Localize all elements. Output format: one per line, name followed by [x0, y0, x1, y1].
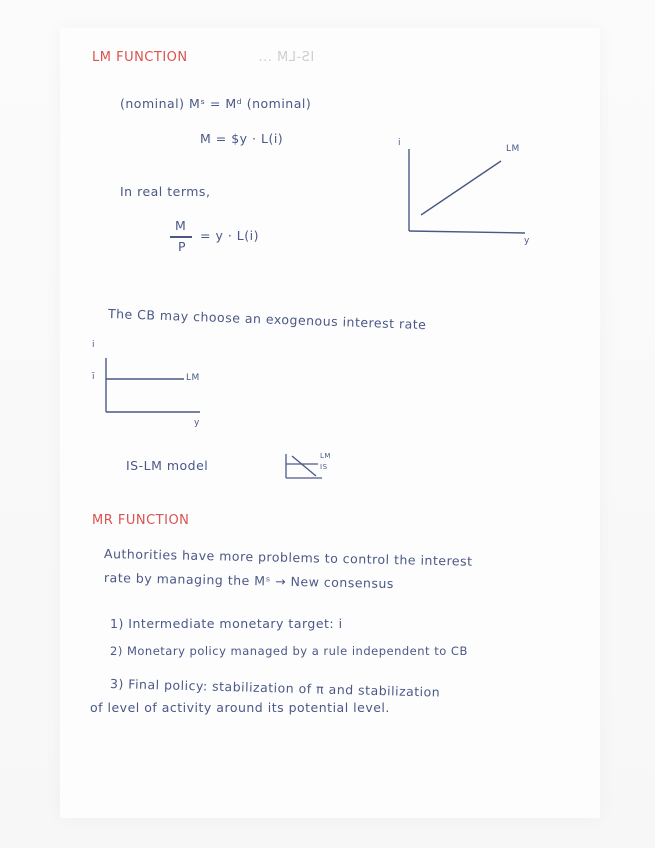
- graph2-curve-label: LM: [186, 373, 200, 383]
- lm-upward-graph: [395, 135, 555, 265]
- islm-lm-label: LM: [320, 452, 331, 460]
- mr-paragraph-line2: rate by managing the Mˢ → New consensus: [103, 570, 395, 592]
- mr-paragraph-line1: Authorities have more problems to control the interest: [103, 546, 473, 569]
- fraction-bar: [170, 236, 192, 238]
- islm-is-label: IS: [320, 463, 328, 471]
- cb-interest-note: The CB may choose an exogenous interest rate: [107, 306, 427, 333]
- mr-item-3-continued: of level of activity around its potential level.: [90, 700, 390, 715]
- real-terms-label: In real terms,: [120, 184, 211, 199]
- real-money-equation: = y · L(i): [200, 228, 259, 243]
- equilibrium-equation: (nominal) Mˢ = Mᵈ (nominal): [120, 96, 312, 111]
- islm-model-label: IS-LM model: [126, 458, 209, 473]
- graph1-y-axis-label: i: [398, 138, 402, 148]
- graph1-curve-label: LM: [506, 144, 520, 154]
- mr-function-title: MR FUNCTION: [92, 513, 190, 528]
- mr-item-1: 1) Intermediate monetary target: i: [110, 616, 343, 631]
- islm-mini-graph: [282, 450, 342, 482]
- money-demand-equation: M = $y · L(i): [200, 131, 284, 146]
- graph2-y-axis-label: i: [92, 340, 96, 350]
- mr-item-3: 3) Final policy: stabilization of π and stabilization: [109, 676, 441, 700]
- fraction-numerator: M: [175, 218, 187, 233]
- graph2-x-axis-label: y: [194, 418, 200, 428]
- lm-function-title: LM FUNCTION: [92, 50, 188, 65]
- mr-item-2: 2) Monetary policy managed by a rule independent to CB: [110, 644, 468, 658]
- fraction-denominator: P: [178, 239, 187, 254]
- lm-horizontal-graph: [90, 330, 220, 420]
- bleed-through-text: IS-LM ...: [258, 50, 315, 65]
- graph1-x-axis-label: y: [524, 236, 530, 246]
- graph2-level-label: ī: [92, 372, 96, 382]
